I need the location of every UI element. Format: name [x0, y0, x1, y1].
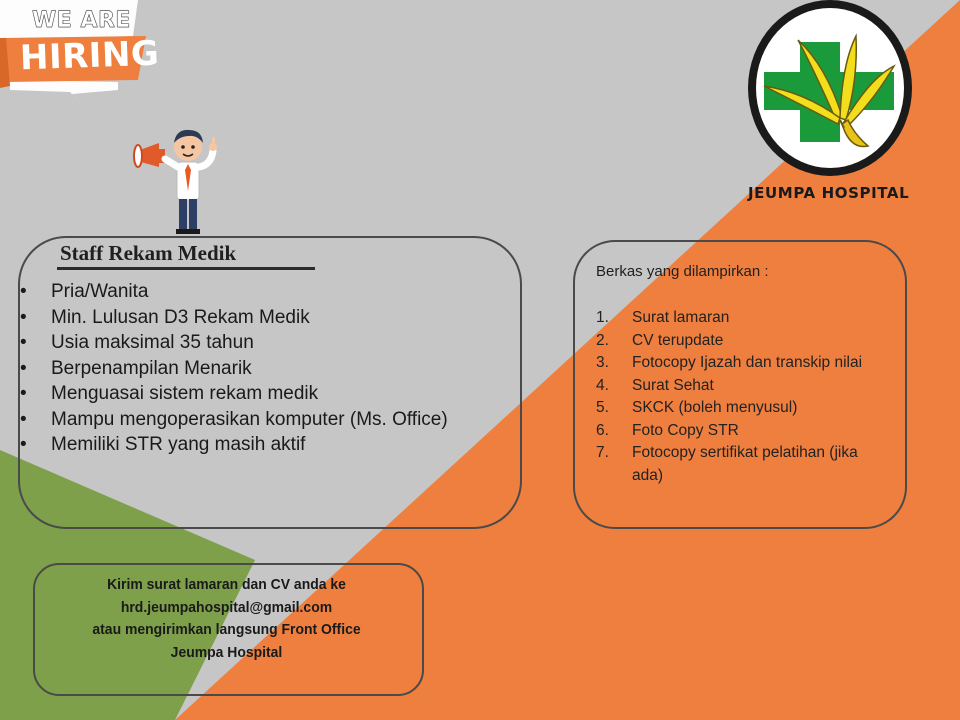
job-title: Staff Rekam Medik — [60, 241, 237, 265]
documents-list — [596, 307, 866, 487]
list-item: • Min. Lulusan D3 Rekam Medik — [20, 305, 448, 331]
contact-line-1: Kirim surat lamaran dan CV anda ke — [107, 576, 346, 593]
contact-line-3: atau mengirimkan langsung Front Office — [92, 621, 361, 638]
badge-line-1: WE ARE — [32, 8, 131, 33]
title-underline — [57, 267, 315, 270]
list-item: • Pria/Wanita — [20, 279, 448, 305]
badge-line-2: HIRING — [19, 33, 160, 79]
list-item: • Usia maksimal 35 tahun — [20, 330, 448, 356]
list-item: 6. Foto Copy STR — [596, 421, 739, 439]
contact-line-4: Jeumpa Hospital — [170, 643, 283, 661]
list-item: • Mampu mengoperasikan komputer (Ms. Office) — [20, 407, 448, 433]
list-item: 4. Surat Sehat — [596, 376, 714, 394]
contact-text — [47, 574, 407, 664]
hospital-name: JEUMPA HOSPITAL — [748, 184, 910, 202]
list-item: 2. CV terupdate — [596, 331, 724, 349]
man-with-megaphone-icon — [133, 125, 233, 237]
contact-email: hrd.jeumpahospital@gmail.com — [120, 598, 333, 616]
list-item: 3. Fotocopy Ijazah dan transkip nilai — [596, 354, 863, 371]
jeumpa-flower-cross-icon — [744, 0, 916, 182]
list-item: 5. SKCK (boleh menyusul) — [596, 399, 798, 416]
list-item: 1. Surat lamaran — [596, 309, 730, 326]
list-item: • Menguasai sistem rekam medik — [20, 381, 448, 407]
list-item: 7. Fotocopy sertifikat pelatihan (jika ada) — [596, 444, 858, 484]
requirements-list — [20, 279, 448, 458]
list-item: • Berpenampilan Menarik — [20, 356, 448, 382]
list-item: • Memiliki STR yang masih aktif — [20, 432, 448, 458]
documents-intro: Berkas yang dilampirkan : — [596, 263, 769, 280]
